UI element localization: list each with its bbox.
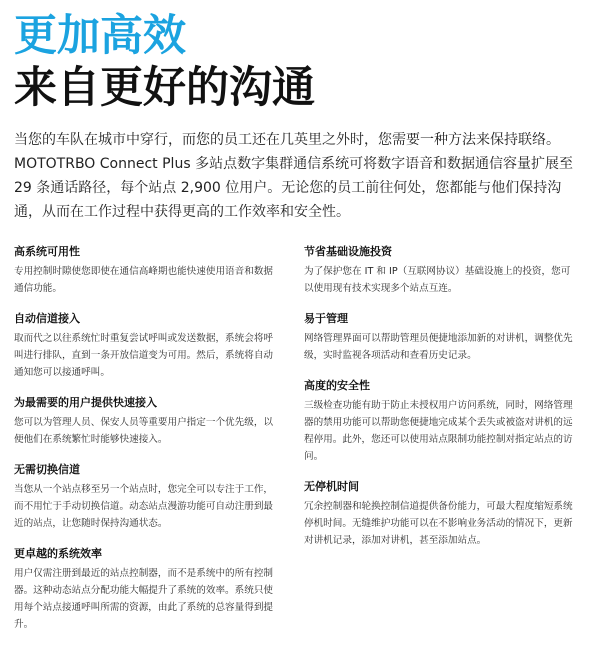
feature-title: 无停机时间 <box>304 480 359 493</box>
feature-body: 三级检查功能有助于防止未授权用户访问系统，同时，网络管理器的禁用功能可以帮助您便捷地完成某个丢失或被盗对讲机的远程停用。此外，您还可以使用站点限制功能控制对指定站点的访问。 <box>304 400 573 462</box>
feature-body: 网络管理界面可以帮助管理员便捷地添加新的对讲机，调整优先级，实时监视各项活动和查看历史记录。 <box>304 333 573 361</box>
feature-body: 取而代之以往系统忙时重复尝试呼叫或发送数据，系统会将呼叫进行排队，直到一条开放信道变为可用。然后，系统将自动通知您可以接通呼叫。 <box>14 333 274 378</box>
left-column <box>14 244 279 647</box>
feature-section <box>304 479 579 549</box>
feature-title: 节省基础设施投资 <box>304 245 392 258</box>
feature-title: 更卓越的系统效率 <box>14 547 102 560</box>
feature-section <box>14 546 279 633</box>
headline-line-1: 更加高效 <box>14 11 186 61</box>
feature-body: 您可以为管理人员、保安人员等重要用户指定一个优先级，以便他们在系统繁忙时能够快速接入。 <box>14 417 274 445</box>
feature-body: 为了保护您在 IT 和 IP（互联网协议）基础设施上的投资，您可以使用现有技术实现多个站点互连。 <box>304 266 571 294</box>
feature-section <box>304 378 579 465</box>
right-column <box>304 244 579 563</box>
feature-section <box>304 244 579 297</box>
feature-section <box>14 244 279 297</box>
feature-section <box>14 311 279 381</box>
feature-body: 冗余控制器和轮换控制信道提供备份能力，可最大程度缩短系统停机时间。无缝维护功能可以在不影响业务活动的情况下，更新对讲机记录，添加对讲机，甚至添加站点。 <box>304 501 573 546</box>
feature-title: 为最需要的用户提供快速接入 <box>14 396 157 409</box>
feature-section <box>14 462 279 532</box>
feature-title: 无需切换信道 <box>14 463 80 476</box>
feature-title: 易于管理 <box>304 312 348 325</box>
feature-section <box>14 395 279 448</box>
feature-section <box>304 311 579 364</box>
intro-paragraph: 当您的车队在城市中穿行，而您的员工还在几英里之外时，您需要一种方法来保持联络。MOTOTRBO Connect Plus 多站点数字集群通信系统可将数字语音和数据通信容量扩展至 29 条通话路径，每个站点 2,900 位用户。无论您的员工前往何处，您都能与他们保持沟通，从而在工作过程中获得更高的工作效率和安全性。 <box>14 132 574 220</box>
feature-title: 高系统可用性 <box>14 245 80 258</box>
feature-title: 自动信道接入 <box>14 312 80 325</box>
feature-title: 高度的安全性 <box>304 379 370 392</box>
headline-line-2: 来自更好的沟通 <box>14 63 315 113</box>
feature-body: 用户仅需注册到最近的站点控制器，而不是系统中的所有控制器。这种动态站点分配功能大幅提升了系统的效率。系统只使用每个站点接通呼叫所需的资源，由此了系统的总容量得到提升。 <box>14 568 274 630</box>
feature-body: 当您从一个站点移至另一个站点时，您完全可以专注于工作，而不用忙于手动切换信道。动态站点漫游功能可自动注册到最近的站点，让您随时保持沟通状态。 <box>14 484 274 529</box>
feature-body: 专用控制时隙使您即使在通信高峰期也能快速使用语音和数据通信功能。 <box>14 266 274 294</box>
